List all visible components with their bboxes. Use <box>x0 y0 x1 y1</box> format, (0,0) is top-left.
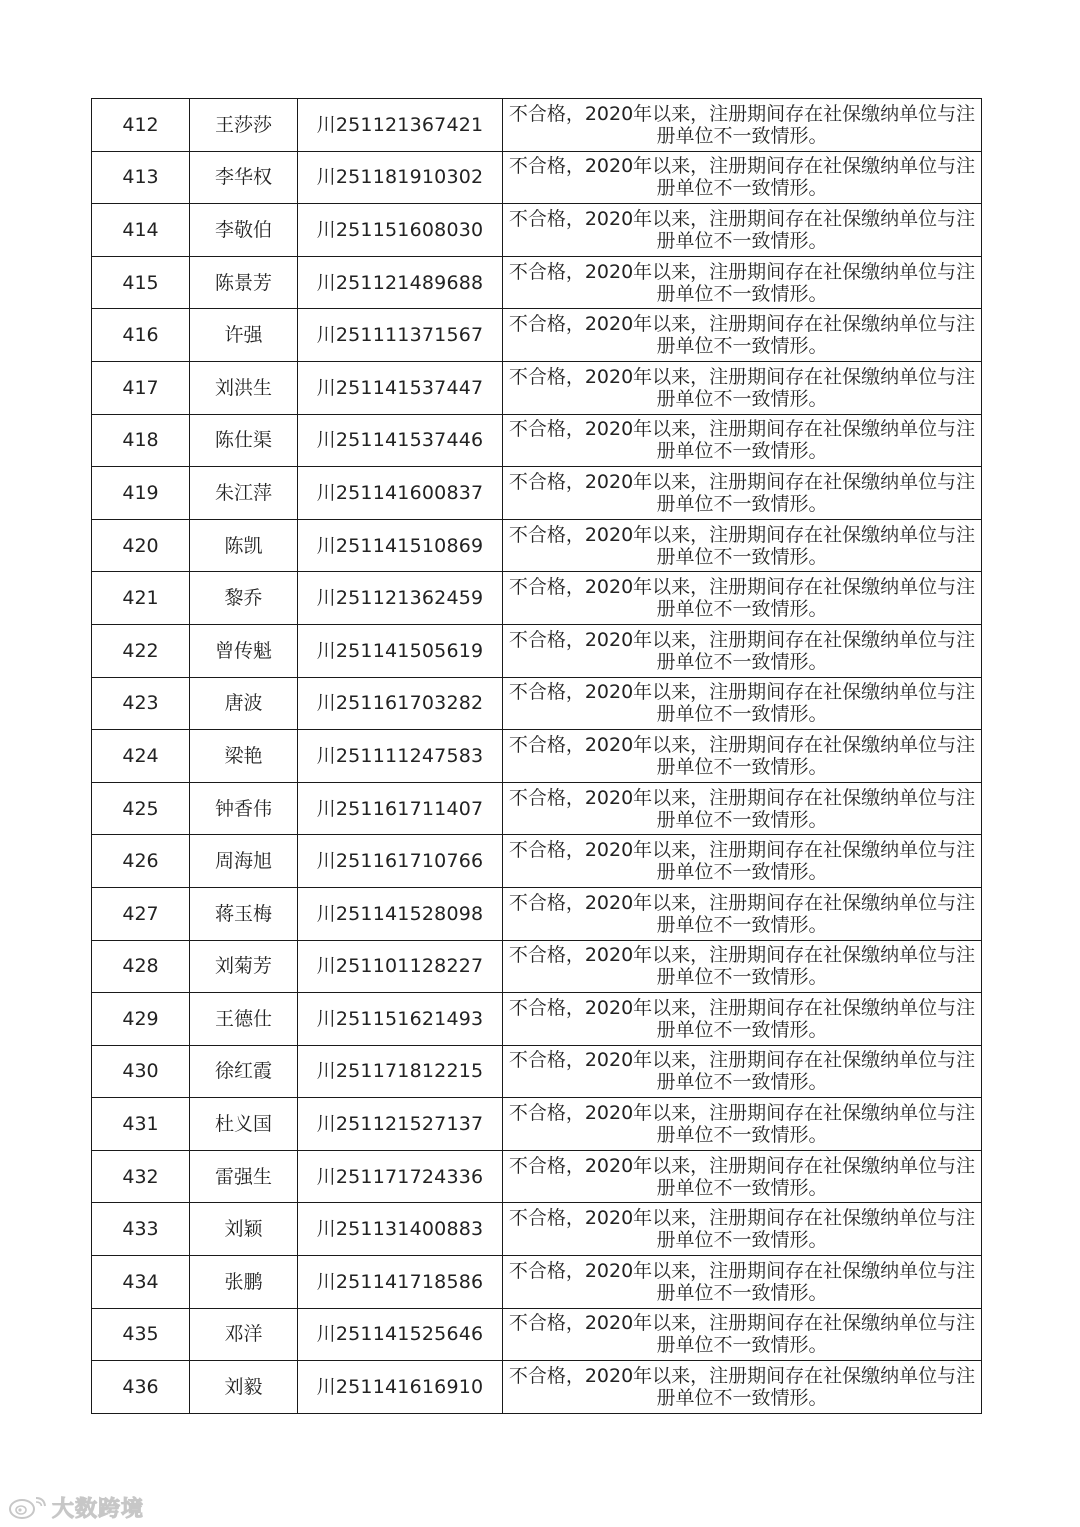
row-number-cell: 428 <box>92 940 190 993</box>
name-cell: 朱江萍 <box>190 467 298 520</box>
table-row <box>92 782 982 835</box>
certificate-number-cell: 川251151608030 <box>298 204 503 257</box>
certificate-number-cell: 川251141525646 <box>298 1308 503 1361</box>
row-number-cell: 415 <box>92 256 190 309</box>
table-row <box>92 993 982 1046</box>
table-row <box>92 1098 982 1151</box>
row-number-cell: 423 <box>92 677 190 730</box>
certificate-number-cell: 川251151621493 <box>298 993 503 1046</box>
row-number-cell: 431 <box>92 1098 190 1151</box>
certificate-number-cell: 川251111247583 <box>298 730 503 783</box>
table-row <box>92 256 982 309</box>
result-cell: 不合格，2020年以来，注册期间存在社保缴纳单位与注册单位不一致情形。 <box>503 414 982 467</box>
row-number-cell: 432 <box>92 1150 190 1203</box>
certificate-number-cell: 川251141537446 <box>298 414 503 467</box>
result-cell: 不合格，2020年以来，注册期间存在社保缴纳单位与注册单位不一致情形。 <box>503 99 982 152</box>
certificate-number-cell: 川251141718586 <box>298 1256 503 1309</box>
name-cell: 邓洋 <box>190 1308 298 1361</box>
result-cell: 不合格，2020年以来，注册期间存在社保缴纳单位与注册单位不一致情形。 <box>503 677 982 730</box>
row-number-cell: 424 <box>92 730 190 783</box>
certificate-number-cell: 川251141510869 <box>298 519 503 572</box>
certificate-number-cell: 川251121367421 <box>298 99 503 152</box>
table-row <box>92 1308 982 1361</box>
name-cell: 雷强生 <box>190 1150 298 1203</box>
row-number-cell: 413 <box>92 151 190 204</box>
table-row <box>92 99 982 152</box>
watermark <box>8 1492 144 1522</box>
certificate-number-cell: 川251101128227 <box>298 940 503 993</box>
name-cell: 刘颖 <box>190 1203 298 1256</box>
name-cell: 张鹏 <box>190 1256 298 1309</box>
weibo-logo-icon <box>8 1494 50 1520</box>
row-number-cell: 421 <box>92 572 190 625</box>
result-cell: 不合格，2020年以来，注册期间存在社保缴纳单位与注册单位不一致情形。 <box>503 1045 982 1098</box>
result-cell: 不合格，2020年以来，注册期间存在社保缴纳单位与注册单位不一致情形。 <box>503 835 982 888</box>
certificate-number-cell: 川251171812215 <box>298 1045 503 1098</box>
result-cell: 不合格，2020年以来，注册期间存在社保缴纳单位与注册单位不一致情形。 <box>503 993 982 1046</box>
name-cell: 黎乔 <box>190 572 298 625</box>
result-cell: 不合格，2020年以来，注册期间存在社保缴纳单位与注册单位不一致情形。 <box>503 361 982 414</box>
row-number-cell: 434 <box>92 1256 190 1309</box>
table-row <box>92 151 982 204</box>
certificate-number-cell: 川251141505619 <box>298 624 503 677</box>
row-number-cell: 427 <box>92 887 190 940</box>
row-number-cell: 425 <box>92 782 190 835</box>
name-cell: 王莎莎 <box>190 99 298 152</box>
name-cell: 徐红霞 <box>190 1045 298 1098</box>
row-number-cell: 422 <box>92 624 190 677</box>
name-cell: 刘洪生 <box>190 361 298 414</box>
certificate-number-cell: 川251121362459 <box>298 572 503 625</box>
result-cell: 不合格，2020年以来，注册期间存在社保缴纳单位与注册单位不一致情形。 <box>503 1361 982 1414</box>
certificate-number-cell: 川251131400883 <box>298 1203 503 1256</box>
result-cell: 不合格，2020年以来，注册期间存在社保缴纳单位与注册单位不一致情形。 <box>503 730 982 783</box>
name-cell: 许强 <box>190 309 298 362</box>
result-cell: 不合格，2020年以来，注册期间存在社保缴纳单位与注册单位不一致情形。 <box>503 1256 982 1309</box>
row-number-cell: 435 <box>92 1308 190 1361</box>
result-cell: 不合格，2020年以来，注册期间存在社保缴纳单位与注册单位不一致情形。 <box>503 572 982 625</box>
certificate-number-cell: 川251181910302 <box>298 151 503 204</box>
table-row <box>92 1150 982 1203</box>
table-row <box>92 572 982 625</box>
table-row <box>92 204 982 257</box>
name-cell: 李华权 <box>190 151 298 204</box>
certificate-number-cell: 川251171724336 <box>298 1150 503 1203</box>
result-cell: 不合格，2020年以来，注册期间存在社保缴纳单位与注册单位不一致情形。 <box>503 151 982 204</box>
result-cell: 不合格，2020年以来，注册期间存在社保缴纳单位与注册单位不一致情形。 <box>503 1203 982 1256</box>
name-cell: 陈凯 <box>190 519 298 572</box>
table-row <box>92 361 982 414</box>
certificate-number-cell: 川251141537447 <box>298 361 503 414</box>
certificate-number-cell: 川251161711407 <box>298 782 503 835</box>
row-number-cell: 429 <box>92 993 190 1046</box>
results-table-body <box>92 99 982 1414</box>
result-cell: 不合格，2020年以来，注册期间存在社保缴纳单位与注册单位不一致情形。 <box>503 1150 982 1203</box>
result-cell: 不合格，2020年以来，注册期间存在社保缴纳单位与注册单位不一致情形。 <box>503 204 982 257</box>
result-cell: 不合格，2020年以来，注册期间存在社保缴纳单位与注册单位不一致情形。 <box>503 887 982 940</box>
certificate-number-cell: 川251161710766 <box>298 835 503 888</box>
name-cell: 周海旭 <box>190 835 298 888</box>
row-number-cell: 414 <box>92 204 190 257</box>
row-number-cell: 436 <box>92 1361 190 1414</box>
certificate-number-cell: 川251161703282 <box>298 677 503 730</box>
table-row <box>92 677 982 730</box>
name-cell: 钟香伟 <box>190 782 298 835</box>
name-cell: 梁艳 <box>190 730 298 783</box>
certificate-number-cell: 川251121527137 <box>298 1098 503 1151</box>
table-row <box>92 624 982 677</box>
name-cell: 杜义国 <box>190 1098 298 1151</box>
table-row <box>92 887 982 940</box>
row-number-cell: 426 <box>92 835 190 888</box>
table-row <box>92 730 982 783</box>
row-number-cell: 419 <box>92 467 190 520</box>
certificate-number-cell: 川251141616910 <box>298 1361 503 1414</box>
result-cell: 不合格，2020年以来，注册期间存在社保缴纳单位与注册单位不一致情形。 <box>503 624 982 677</box>
result-cell: 不合格，2020年以来，注册期间存在社保缴纳单位与注册单位不一致情形。 <box>503 782 982 835</box>
row-number-cell: 416 <box>92 309 190 362</box>
name-cell: 陈仕渠 <box>190 414 298 467</box>
table-row <box>92 835 982 888</box>
table-row <box>92 467 982 520</box>
certificate-number-cell: 川251141528098 <box>298 887 503 940</box>
result-cell: 不合格，2020年以来，注册期间存在社保缴纳单位与注册单位不一致情形。 <box>503 940 982 993</box>
table-row <box>92 309 982 362</box>
result-cell: 不合格，2020年以来，注册期间存在社保缴纳单位与注册单位不一致情形。 <box>503 467 982 520</box>
table-row <box>92 414 982 467</box>
name-cell: 蒋玉梅 <box>190 887 298 940</box>
certificate-number-cell: 川251141600837 <box>298 467 503 520</box>
certificate-number-cell: 川251111371567 <box>298 309 503 362</box>
table-row <box>92 1361 982 1414</box>
results-table <box>91 98 982 1414</box>
name-cell: 李敬伯 <box>190 204 298 257</box>
table-row <box>92 1203 982 1256</box>
result-cell: 不合格，2020年以来，注册期间存在社保缴纳单位与注册单位不一致情形。 <box>503 1098 982 1151</box>
result-cell: 不合格，2020年以来，注册期间存在社保缴纳单位与注册单位不一致情形。 <box>503 256 982 309</box>
row-number-cell: 418 <box>92 414 190 467</box>
table-row <box>92 1045 982 1098</box>
name-cell: 刘毅 <box>190 1361 298 1414</box>
row-number-cell: 430 <box>92 1045 190 1098</box>
row-number-cell: 412 <box>92 99 190 152</box>
name-cell: 曾传魁 <box>190 624 298 677</box>
name-cell: 陈景芳 <box>190 256 298 309</box>
watermark-text: 大数跨境 <box>52 1496 145 1522</box>
table-row <box>92 519 982 572</box>
name-cell: 王德仕 <box>190 993 298 1046</box>
row-number-cell: 417 <box>92 361 190 414</box>
name-cell: 刘菊芳 <box>190 940 298 993</box>
row-number-cell: 433 <box>92 1203 190 1256</box>
result-cell: 不合格，2020年以来，注册期间存在社保缴纳单位与注册单位不一致情形。 <box>503 309 982 362</box>
table-row <box>92 940 982 993</box>
name-cell: 唐波 <box>190 677 298 730</box>
row-number-cell: 420 <box>92 519 190 572</box>
result-cell: 不合格，2020年以来，注册期间存在社保缴纳单位与注册单位不一致情形。 <box>503 1308 982 1361</box>
table-row <box>92 1256 982 1309</box>
result-cell: 不合格，2020年以来，注册期间存在社保缴纳单位与注册单位不一致情形。 <box>503 519 982 572</box>
certificate-number-cell: 川251121489688 <box>298 256 503 309</box>
